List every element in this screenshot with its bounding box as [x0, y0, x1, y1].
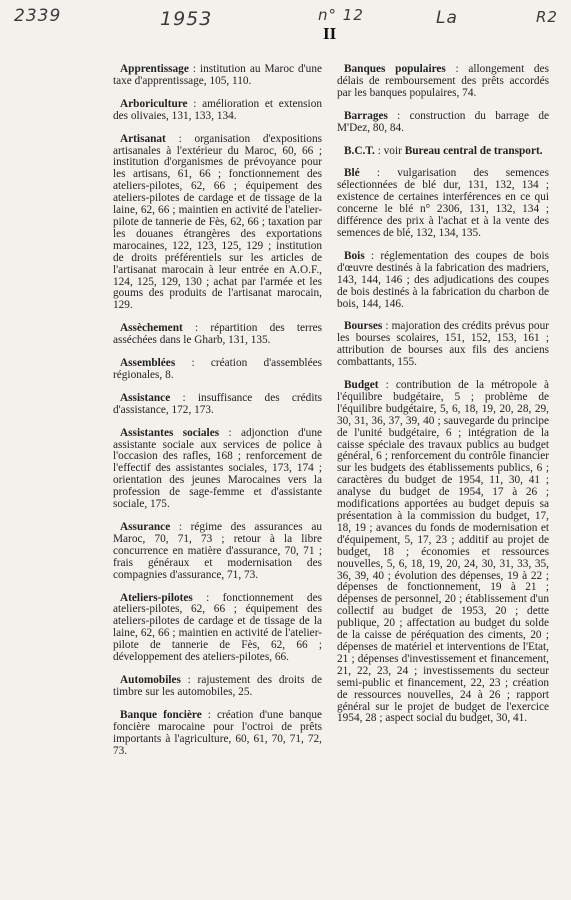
entry-text: : réglementation des coupes de bois d'œuvre destinés à la fabrication des madriers, 143, 144, 146 ; des adjudications des coupes de bois destinés à la fabrication du charbon de bois, 144, 146.: [337, 249, 549, 310]
index-entry: [113, 710, 322, 758]
handwritten-mark: La: [436, 8, 458, 28]
entry-text: : vulgarisation des semences sélectionnées de blé dur, 131, 132, 134 ; existence de certaines interférences en ce qui concerne le blé n° 2306, 131, 132, 134 ; différence des prix à l'achat et à la vente des semences de blé, 132, 134, 135.: [337, 167, 549, 239]
index-entry: [337, 64, 549, 100]
entry-keyword: Banque foncière: [120, 708, 202, 721]
entry-keyword: Budget: [344, 379, 379, 392]
entry-text: : contribution de la métropole à l'équilibre budgétaire, 5 ; problème de l'équilibre budgétaire, 5, 6, 18, 19, 20, 28, 29, 30, 31, 36, 37, 39, 40 ; sauvegarde du principe de l'unité budgétaire, 6 ; intégration de la caisse spéciale des travaux publics au budget général, 6 ; renforcement du contrôle financier sur les budgets des établissements publics, 6 ; caractères du budget de 1954, 11, 30, 41 ; analyse du budget de 1954, 17 à 26 ; modifications apportées au budget depuis sa présentation à la commission du budget, 17, 18, 19 ; avances du fonds de modernisation et d'équipement, 5, 17, 23 ; additif au projet de budget, 18 ; économies et ressources nouvelles, 5, 6, 18, 19, 20, 24, 30, 31, 33, 35, 36, 39, 40 ; évolution des dépenses, 19 à 22 ; dépenses de fonctionnement, 19 à 21 ; dépenses de personnel, 20 ; établissement d'un collectif au budget de 1953, 20 ; dette publique, 20 ; affectation au budget du solde de la caisse de péréquation des ciments, 20 ; dépenses de matériel et interventions de l'Etat, 21 ; dépenses d'investissement et financement, 21, 22, 23, 24 ; investissements du secteur semi-public et financement, 22, 23 ; création de ressources nouvelles, 24 à 26 ; rapport général sur le projet de budget de l'exercice 1954, 28 ; aspect social du budget, 30, 41.: [337, 379, 549, 725]
entry-keyword: Bourses: [344, 320, 383, 333]
index-entry: [337, 146, 549, 158]
handwritten-year: 1953: [160, 8, 213, 30]
entry-text: : construction du barrage de M'Dez, 80, 84.: [337, 109, 549, 134]
page-number: II: [323, 24, 337, 43]
index-entry: [337, 380, 549, 725]
index-entry: [113, 393, 322, 417]
index-entry: [337, 251, 549, 311]
entry-text: : majoration des crédits prévus pour les bourses scolaires, 151, 152, 153, 161 ; attribution de bourses aux fils des anciens combattants, 155.: [337, 320, 549, 369]
index-entry: [113, 99, 322, 123]
entry-text: : organisation d'expositions artisanales à l'extérieur du Maroc, 60, 66 ; institution d'organismes de prévoyance pour les artisans, 61, 66 ; fonctionnement des ateliers-pilotes, 62, 66 ; équipement des ateliers-pilotes de cardage et de tissage de la laine, 62, 66 ; maintien en activité de l'atelier-pilote de tannerie de Fès, 62, 66 ; taxation par les douanes étrangères des exportations marocaines, 122, 123, 125, 129 ; institution de droits préférentiels sur les articles de l'artisanat marocain à leur entrée en A.O.F., 124, 125, 129, 130 ; achat par l'armée et les goums des produits de l'artisanat marocain, 129.: [113, 132, 322, 312]
index-column-right: [337, 64, 549, 736]
entry-cross-reference: Bureau central de transport.: [404, 144, 543, 157]
index-column-left: [113, 64, 322, 768]
entry-keyword: Artisanat: [120, 132, 166, 145]
entry-text: : allongement des délais de remboursement des prêts accordés par les banques populaires, 74.: [337, 63, 549, 99]
index-entry: [113, 522, 322, 582]
entry-text: : création d'une banque foncière marocaine pour l'octroi de prêts importants à l'agriculture, 60, 61, 70, 71, 72, 73.: [113, 708, 322, 757]
index-entry: [113, 358, 322, 382]
entry-keyword: Assistance: [120, 391, 171, 404]
handwritten-number: 2339: [14, 6, 62, 26]
entry-keyword: Automobiles: [120, 673, 181, 686]
entry-text: : fonctionnement des ateliers-pilotes, 62, 66 ; équipement des ateliers-pilotes de cardage et de tissage de la laine, 62, 66 ; maintien en activité de l'atelier-pilote de tannerie de Fès, 62, 66 ; développement des ateliers-pilotes, 66.: [113, 591, 322, 664]
entry-text: : création d'assemblées régionales, 8.: [113, 357, 322, 381]
entry-text: : adjonction d'une assistante sociale aux services de police à l'occasion des rafles, 168 ; renforcement de l'effectif des assistantes sociales, 173, 174 ; orientation des jeunes Marocaines vers la profession de sage-femme et d'assistante sociale, 175.: [113, 426, 322, 511]
entry-keyword: Assurance: [120, 521, 171, 533]
handwritten-code: R2: [536, 8, 558, 26]
entry-text: : institution au Maroc d'une taxe d'apprentissage, 105, 110.: [113, 63, 322, 87]
entry-keyword: Arboriculture: [120, 97, 188, 110]
index-entry: [337, 168, 549, 239]
index-entry: [113, 323, 322, 347]
entry-keyword: Banques populaires: [344, 63, 446, 75]
entry-keyword: Blé: [344, 167, 360, 180]
entry-keyword: B.C.T.: [344, 144, 375, 157]
index-entry: [113, 593, 322, 664]
entry-keyword: Assistantes sociales: [120, 426, 220, 439]
entry-text: : régime des assurances au Maroc, 70, 71, 73 ; retour à la libre concurrence en matière d'assurance, 70, 71 ; frais généraux et modernisation des compagnies d'assurance, 71, 73.: [113, 521, 322, 581]
handwritten-issue: n° 12: [318, 6, 364, 24]
index-entry: [337, 111, 549, 135]
entry-keyword: Ateliers-pilotes: [120, 591, 193, 604]
entry-keyword: Assèchement: [120, 322, 183, 335]
entry-keyword: Barrages: [344, 109, 388, 122]
entry-keyword: Assemblées: [120, 357, 176, 370]
entry-text: : insuffisance des crédits d'assistance, 172, 173.: [113, 391, 322, 416]
index-entry: [113, 675, 322, 699]
entry-text: : répartition des terres asséchées dans le Gharb, 131, 135.: [113, 322, 322, 347]
index-entry: [113, 134, 322, 313]
entry-text: : amélioration et extension des olivaies, 131, 133, 134.: [113, 97, 322, 122]
index-entry: [113, 64, 322, 88]
entry-keyword: Bois: [344, 249, 365, 262]
index-entry: [113, 428, 322, 511]
entry-keyword: Apprentissage: [120, 63, 189, 75]
entry-text: : rajustement des droits de timbre sur les automobiles, 25.: [113, 673, 322, 698]
index-entry: [337, 321, 549, 369]
entry-text: : voir: [374, 144, 405, 157]
